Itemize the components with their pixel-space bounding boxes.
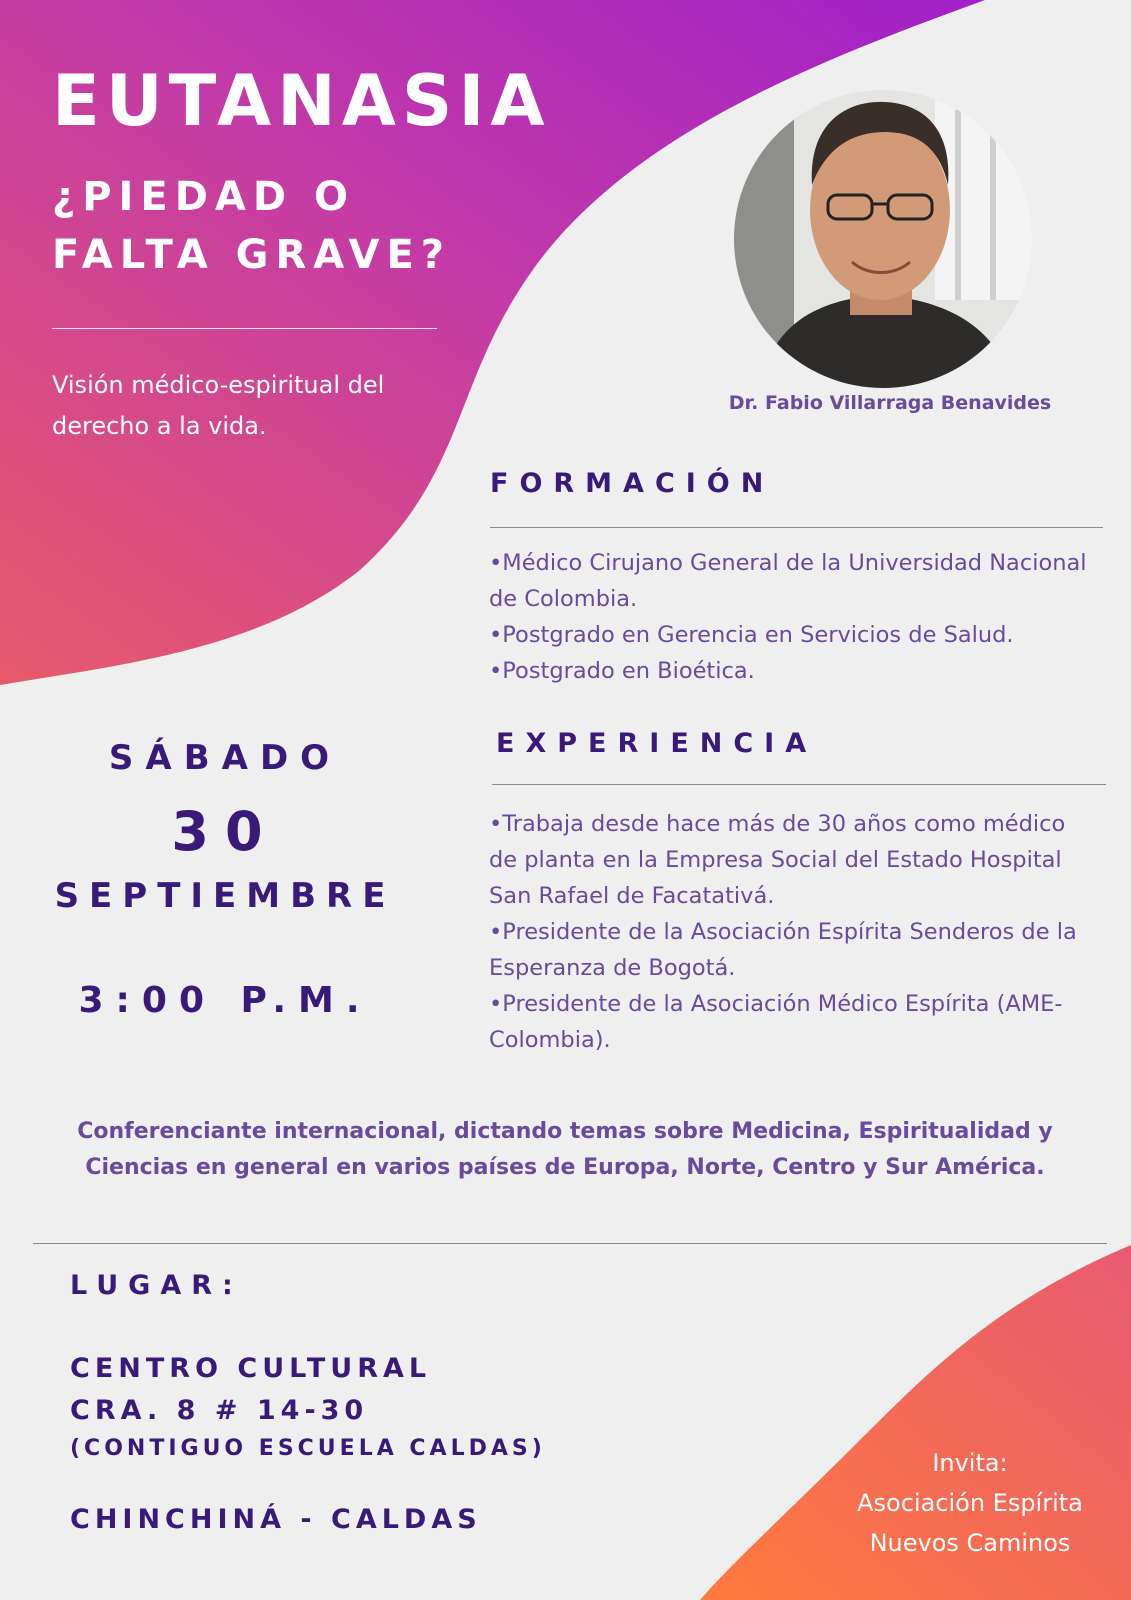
speaker-avatar xyxy=(734,90,1032,388)
footer-divider xyxy=(33,1243,1107,1244)
event-month: SEPTIEMBRE xyxy=(54,876,396,916)
venue-address: CRA. 8 # 14-30 xyxy=(70,1395,369,1426)
event-weekday: SÁBADO xyxy=(108,738,342,778)
event-subtitle: ¿PIEDAD O FALTA GRAVE? xyxy=(52,174,451,278)
experiencia-divider xyxy=(492,784,1106,785)
event-day: 30 xyxy=(171,800,279,863)
formacion-heading: FORMACIÓN xyxy=(490,468,775,499)
experiencia-list xyxy=(489,806,1079,1058)
venue-city: CHINCHINÁ - CALDAS xyxy=(70,1504,482,1535)
experiencia-heading: EXPERIENCIA xyxy=(496,728,818,759)
host-org-line1: Asociación Espírita xyxy=(857,1489,1083,1517)
host-block xyxy=(820,1443,1120,1563)
experiencia-item: • Presidente de la Asociación Espírita Senderos de la Esperanza de Bogotá. xyxy=(489,914,1079,986)
host-label: Invita: xyxy=(932,1449,1008,1477)
formacion-item: • Postgrado en Bioética. xyxy=(489,653,1089,689)
event-time: 3:00 P.M. xyxy=(78,980,372,1021)
formacion-list xyxy=(489,545,1089,689)
speaker-highlight: Conferenciante internacional, dictando temas sobre Medicina, Espiritualidad y Ciencias en general en varios países de Europa, Norte, Centro y Sur América. xyxy=(77,1119,1053,1180)
venue-label: LUGAR: xyxy=(70,1270,243,1301)
formacion-item: • Postgrado en Gerencia en Servicios de Salud. xyxy=(489,617,1089,653)
venue-name: CENTRO CULTURAL xyxy=(70,1353,432,1384)
speaker-name: Dr. Fabio Villarraga Benavides xyxy=(728,392,1052,414)
experiencia-item: • Presidente de la Asociación Médico Espírita (AME-Colombia). xyxy=(489,986,1079,1058)
experiencia-item: • Trabaja desde hace más de 30 años como médico de planta en la Empresa Social del Estado Hospital San Rafael de Facatativá. xyxy=(489,806,1079,914)
formacion-item: • Médico Cirujano General de la Universidad Nacional de Colombia. xyxy=(489,545,1089,617)
event-title: EUTANASIA xyxy=(52,60,551,142)
host-org-line2: Nuevos Caminos xyxy=(869,1529,1071,1557)
venue-note: (CONTIGUO ESCUELA CALDAS) xyxy=(70,1436,546,1461)
event-tagline: Visión médico-espiritual del derecho a la vida. xyxy=(52,371,385,440)
formacion-divider xyxy=(490,527,1103,528)
header-divider xyxy=(52,328,437,329)
